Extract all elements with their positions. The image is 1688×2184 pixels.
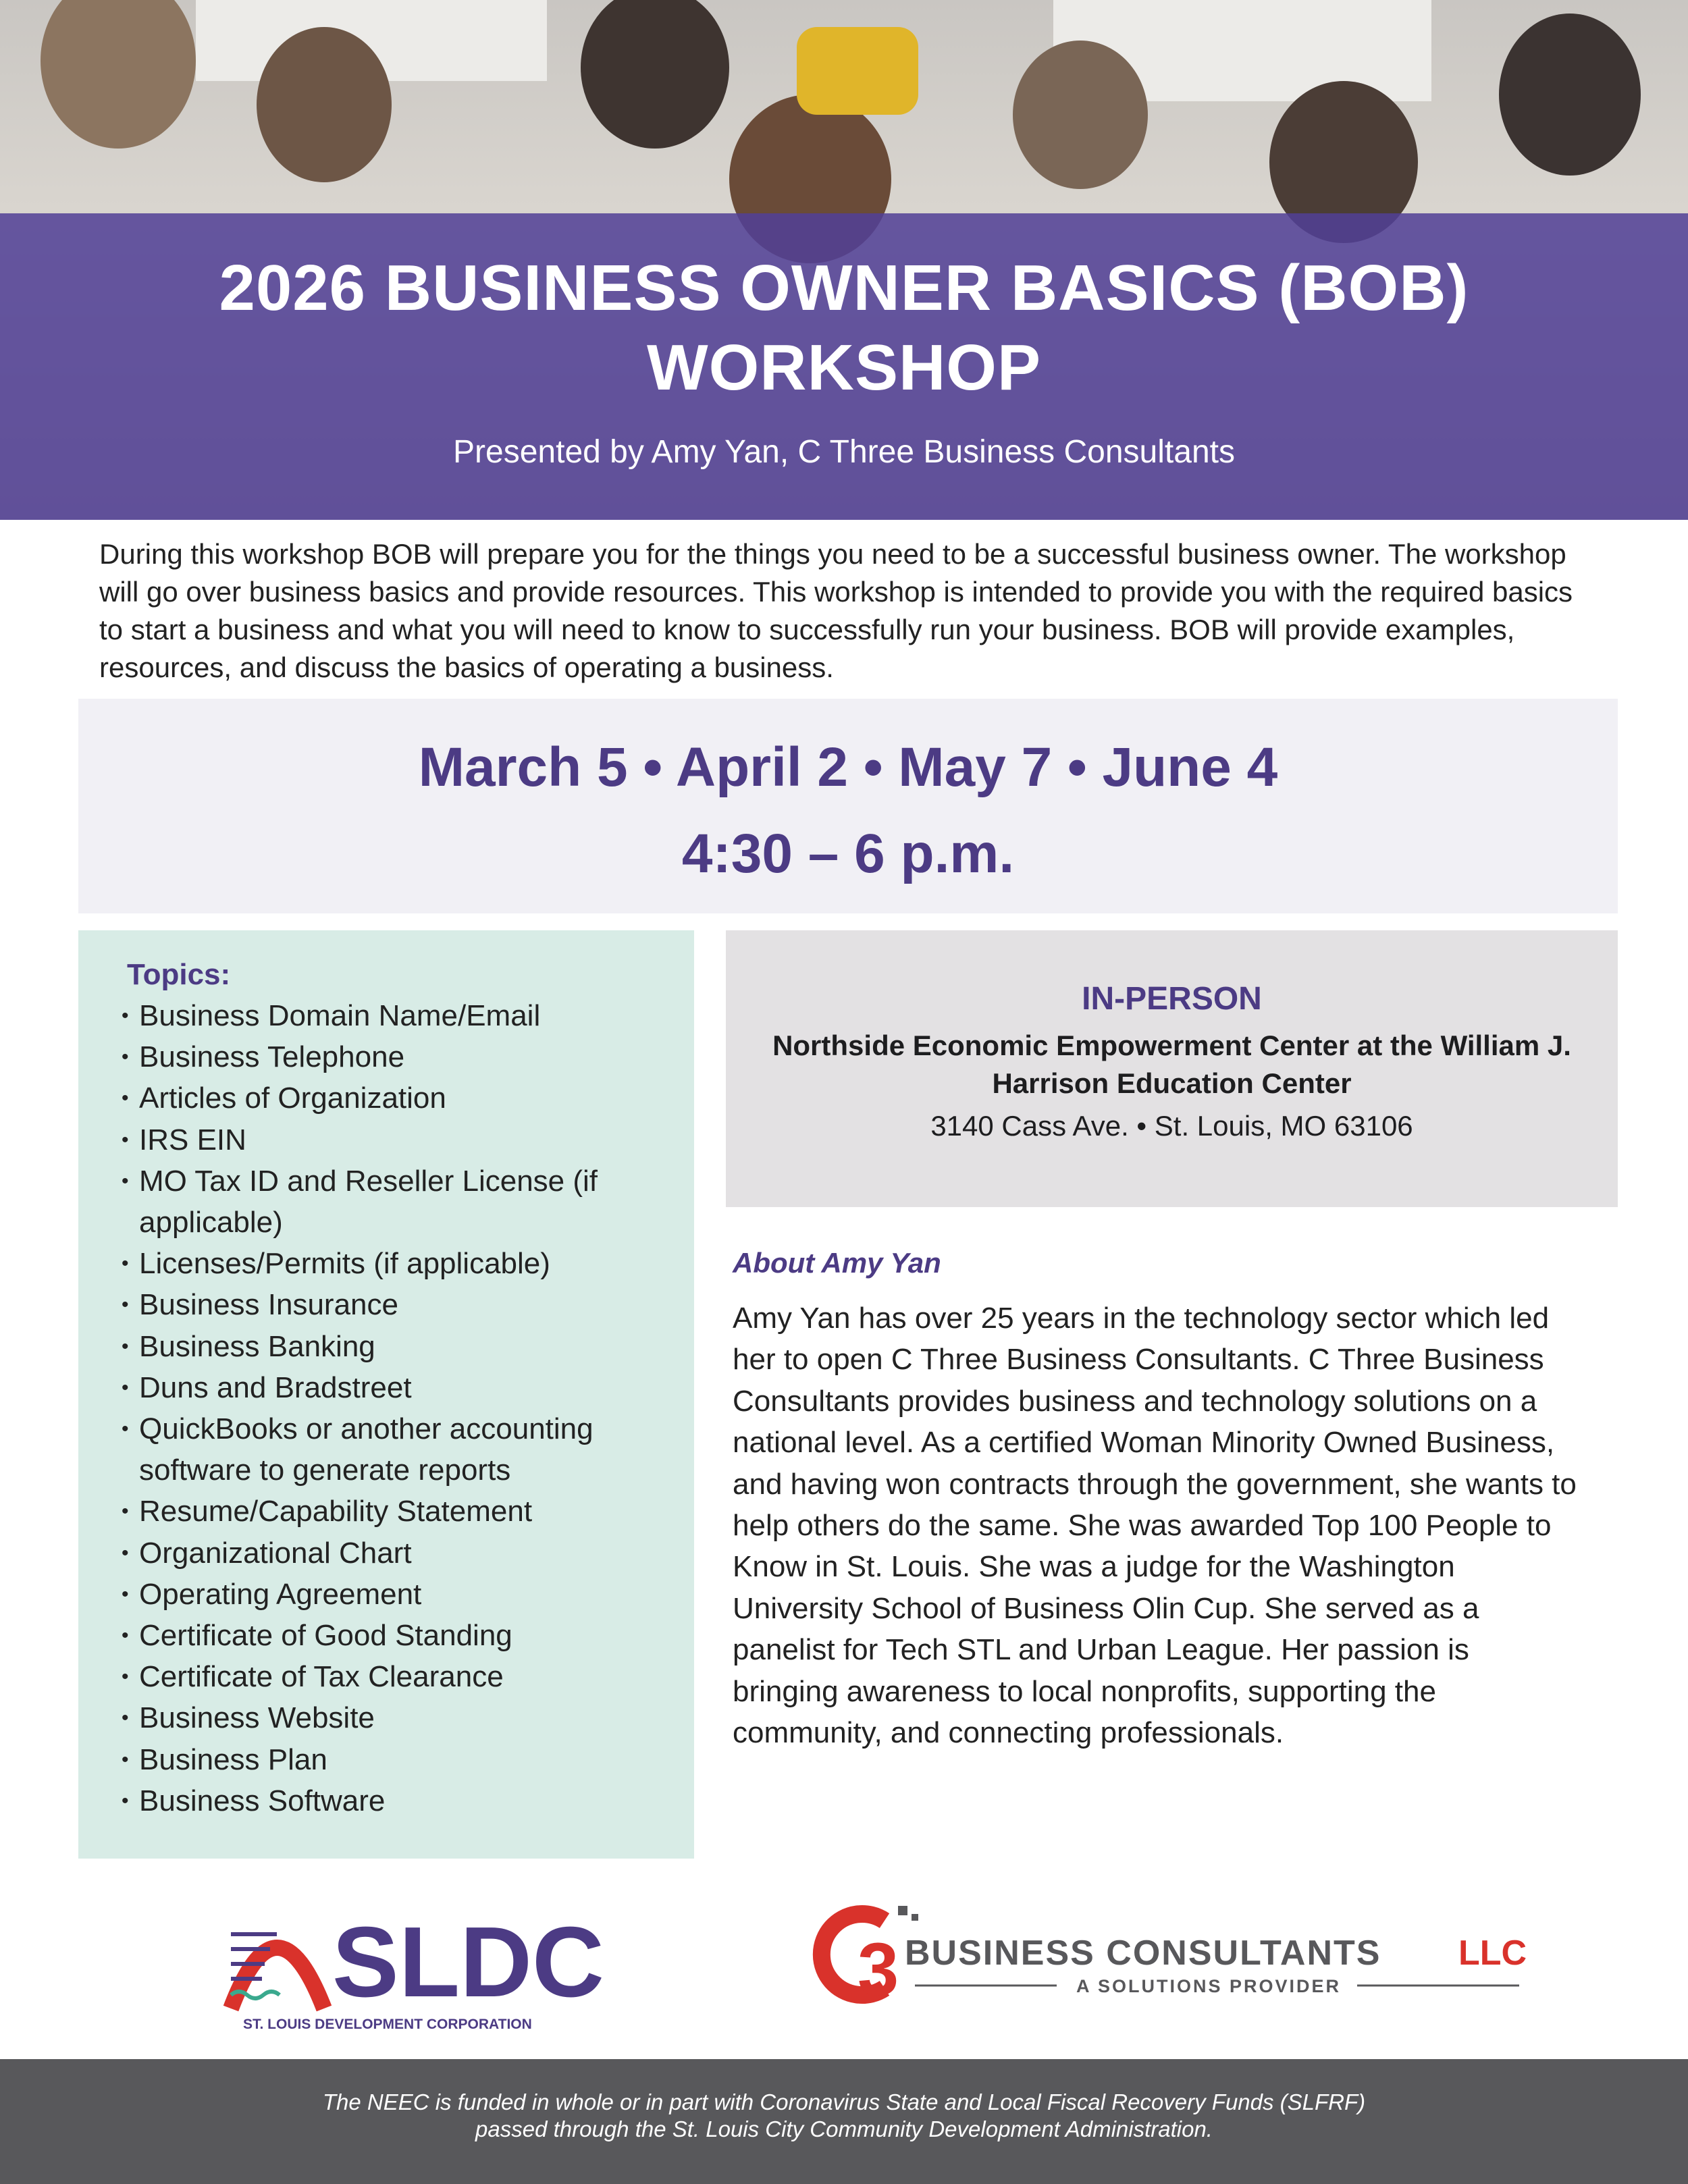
footer-text [68,2089,1620,2143]
topic-item: • Business Plan [119,1739,686,1780]
topic-item: • QuickBooks or another accounting software to generate reports [119,1408,686,1491]
topic-item: • Resume/Capability Statement [119,1491,686,1532]
topic-item: • Certificate of Good Standing [119,1615,686,1656]
topics-heading: Topics: [127,958,231,991]
c3-pixel-icon [912,1914,918,1921]
topic-item: • Organizational Chart [119,1533,686,1574]
page-title: 2026 BUSINESS OWNER BASICS (BOB) WORKSHOP [219,252,1469,404]
c3-three-icon: 3 [858,1928,899,2011]
workshop-dates: March 5 • April 2 • May 7 • June 4 [418,737,1278,798]
venue-address: 3140 Cass Ave. • St. Louis, MO 63106 [930,1110,1413,1142]
venue-panel [726,930,1618,1207]
topic-item: • Operating Agreement [119,1574,686,1615]
topic-item: • Articles of Organization [119,1077,686,1119]
c3-llc-text: LLC [1458,1934,1527,1973]
topic-item: • Licenses/Permits (if applicable) [119,1243,686,1284]
footer [0,2059,1688,2184]
about-heading: About Amy Yan [733,1247,941,1279]
topics-panel [78,930,694,1859]
topic-item: • Business Banking [119,1326,686,1367]
topic-item: • IRS EIN [119,1119,686,1161]
topic-item: • Business Website [119,1697,686,1738]
c3-tagline: A SOLUTIONS PROVIDER [1076,1976,1342,1996]
about-text: Amy Yan has over 25 years in the technology sector which led her to open C Three Business Consultants. C Three Business Consultants provides business and technology solutions on a national level. As a certified Woman Minority Owned Business, and having won contracts through the government, she wants to help others do the same. She was awarded Top 100 People to Know in St. Louis. She was a judge for the Washington University School of Business Olin Cup. She served as a panelist for Tech STL and Urban League. Her passion is bringing awareness to local nonprofits, supporting the community, and connecting professionals. [733,1302,1577,1750]
topic-item: • Business Telephone [119,1036,686,1077]
sldc-wordmark: SLDC [332,1907,604,2018]
workshop-time: 4:30 – 6 p.m. [681,823,1015,884]
sldc-logo [223,1894,604,2035]
c3-wordmark: BUSINESS CONSULTANTS [905,1934,1381,1973]
topic-item: • Business Domain Name/Email [119,995,686,1036]
topic-item: • Duns and Bradstreet [119,1367,686,1408]
sldc-tagline: ST. LOUIS DEVELOPMENT CORPORATION [243,2017,532,2032]
venue-name: Northside Economic Empowerment Center at the William J. Harrison Education Center [772,1030,1571,1099]
presenter-line: Presented by Amy Yan, C Three Business Consultants [453,434,1235,470]
intro-paragraph: During this workshop BOB will prepare you for the things you need to be a successful business owner. The workshop will go over business basics and provide resources. This workshop is intended to provide you with the required basics to start a business and what you will need to know to successfully run your business. BOB will provide examples, resources, and discuss the basics of operating a business. [99,538,1573,683]
footer-line-2: passed through the St. Louis City Community Development Administration. [475,2116,1213,2141]
topic-item: • Certificate of Tax Clearance [119,1656,686,1697]
footer-line-1: The NEEC is funded in whole or in part with Coronavirus State and Local Fiscal Recovery Funds (SLFRF) [322,2089,1366,2114]
schedule-panel [78,699,1618,913]
topic-item: • MO Tax ID and Reseller License (if applicable) [119,1161,686,1243]
topics-list [119,995,686,1821]
topic-item: • Business Software [119,1780,686,1821]
c3-logo [803,1900,1546,2011]
c3-pixel-icon [898,1906,907,1915]
topic-item: • Business Insurance [119,1284,686,1325]
venue-label: IN-PERSON [1082,981,1262,1017]
